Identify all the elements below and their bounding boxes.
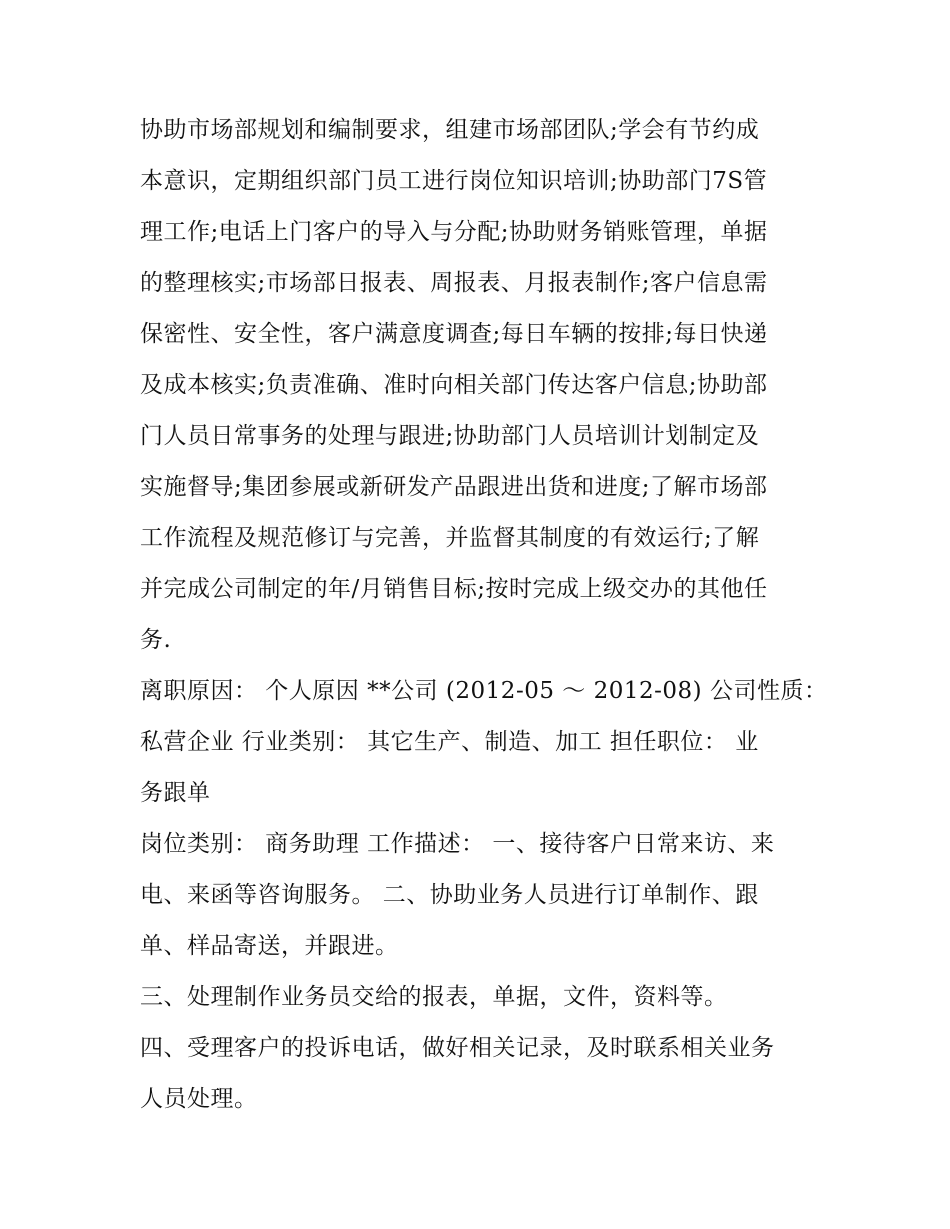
text-line: 三、处理制作业务员交给的报表，单据，文件，资料等。 — [140, 984, 728, 1010]
text-line: 单、样品寄送，并跟进。 — [140, 933, 399, 959]
text-line: 工作流程及规范修订与完善，并监督其制度的有效运行;了解 — [140, 525, 760, 551]
text-line: 并完成公司制定的年/月销售目标;按时完成上级交办的其他任 — [140, 576, 768, 602]
text-line: 门人员日常事务的处理与跟进;协助部门人员培训计划制定及 — [140, 423, 760, 449]
text-line: 的整理核实;市场部日报表、周报表、月报表制作;客户信息需 — [140, 270, 768, 296]
text-line: 离职原因： 个人原因 **公司 (2012-05 ～ 2012-08) 公司性质： — [140, 678, 828, 704]
text-line: 电、来函等咨询服务。 二、协助业务人员进行订单制作、跟 — [140, 882, 759, 908]
text-line: 人员处理。 — [140, 1086, 258, 1112]
text-line: 务跟单 — [140, 780, 211, 806]
text-line: 私营企业 行业类别： 其它生产、制造、加工 担任职位： 业 — [140, 729, 759, 755]
text-line: 理工作;电话上门客户的导入与分配;协助财务销账管理，单据 — [140, 219, 768, 245]
document-body — [140, 105, 828, 1125]
text-line: 及成本核实;负责准确、准时向相关部门传达客户信息;协助部 — [140, 372, 768, 398]
text-line: 保密性、安全性，客户满意度调查;每日车辆的按排;每日快递 — [140, 321, 768, 347]
text-line: 本意识，定期组织部门员工进行岗位知识培训;协助部门7S管 — [140, 168, 768, 194]
text-line: 协助市场部规划和编制要求，组建市场部团队;学会有节约成 — [140, 117, 760, 143]
text-line: 四、受理客户的投诉电话，做好相关记录，及时联系相关业务 — [140, 1035, 775, 1061]
text-line: 务. — [140, 627, 172, 653]
text-line: 岗位类别： 商务助理 工作描述： 一、接待客户日常来访、来 — [140, 831, 775, 857]
text-line: 实施督导;集团参展或新研发产品跟进出货和进度;了解市场部 — [140, 474, 768, 500]
